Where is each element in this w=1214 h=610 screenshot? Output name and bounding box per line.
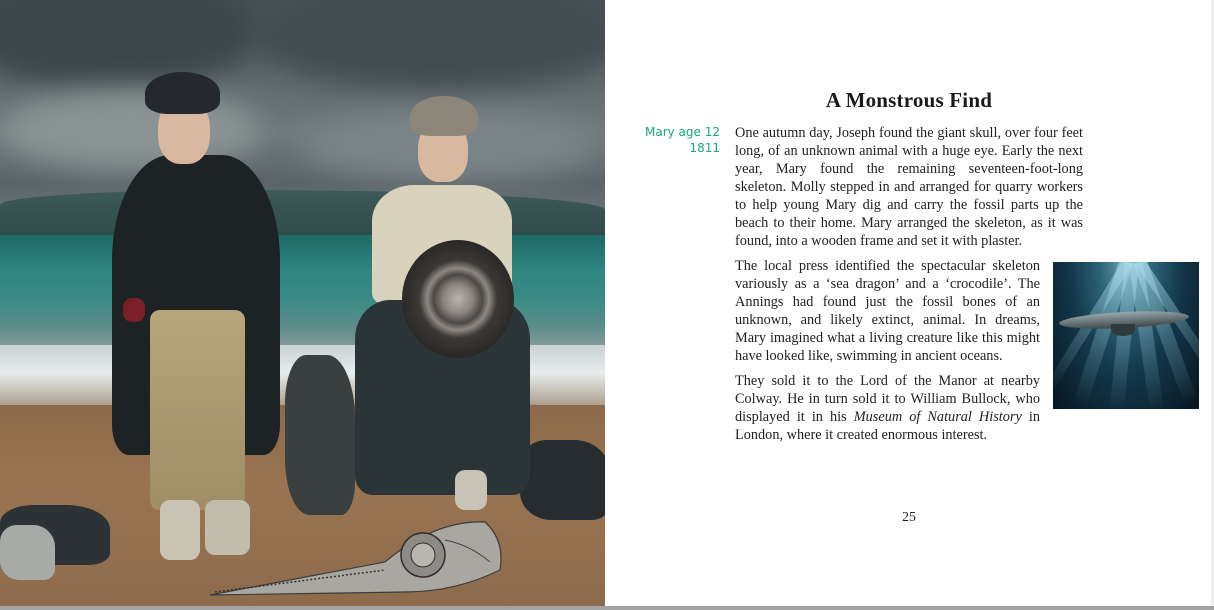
marine-reptile-fin <box>1111 324 1135 336</box>
ichthyosaur-skull-drawing <box>205 500 505 600</box>
page-title: A Monstrous Find <box>825 88 993 112</box>
paragraph-press-reaction: The local press identified the spectacular skeleton variously as a ‘sea dragon’ and a ‘crocodile’. The Annings had found just the fossil bones of an unknown, and likely extinct, animal. In dreams, Mary imagined what a living creature like this might have looked like, swimming in ancient oceans. <box>735 258 1040 364</box>
paragraph-sale <box>735 372 1040 444</box>
distant-hills <box>0 190 605 240</box>
margin-note <box>620 124 720 156</box>
bottom-border <box>0 606 1214 610</box>
paragraph-skull-discovery: One autumn day, Joseph found the giant skull, over four feet long, of an unknown animal with a huge eye. Early the next year, Mary found the remaining seventeen-foot-long skeleton. Molly stepped in and arranged for quarry workers to help young Mary dig and carry the fossil parts up the beach to their home. Mary arranged the skeleton, as it was found, into a wooden frame and set it with plaster. <box>735 125 1083 249</box>
page-number: 25 <box>902 510 916 525</box>
rock <box>520 440 605 520</box>
rock <box>285 355 355 515</box>
underwater-creature-image <box>1053 262 1199 409</box>
margin-note-year: 1811 <box>689 141 720 155</box>
left-page-illustration <box>0 0 605 606</box>
margin-note-age: Mary age 12 <box>645 125 720 139</box>
sale-text-end: in London, where it created enormous interest. <box>735 409 1040 443</box>
ammonite-fossil <box>402 240 514 358</box>
rock <box>0 525 55 580</box>
cloud <box>0 0 260 90</box>
museum-name: Museum of Natural History <box>853 409 1022 425</box>
sale-text-start: They sold it to the Lord of the Manor at nearby Colway. He in turn sold it to William Bullock, who displayed it in his <box>735 373 1040 425</box>
cloud <box>250 0 605 90</box>
